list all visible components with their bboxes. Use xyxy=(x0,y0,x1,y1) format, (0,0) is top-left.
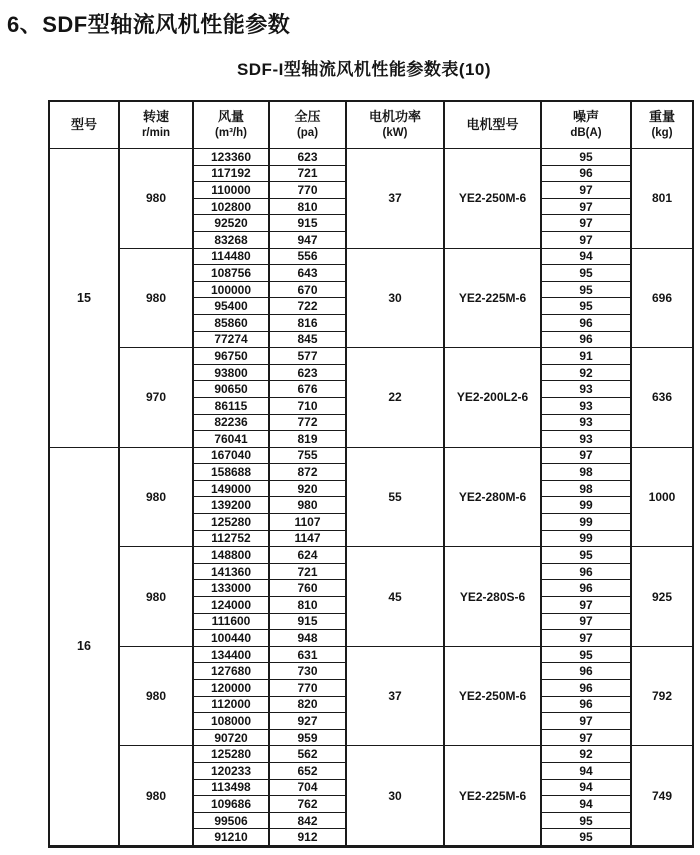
pressure-cell: 920 xyxy=(269,480,346,497)
header-cell xyxy=(346,101,444,149)
pressure-cell: 819 xyxy=(269,431,346,448)
power-cell: 22 xyxy=(346,348,444,448)
table-row xyxy=(49,547,693,564)
airflow-cell: 149000 xyxy=(193,480,269,497)
header-label: 转速 xyxy=(142,109,169,125)
speed-cell: 980 xyxy=(119,547,193,647)
pressure-cell: 980 xyxy=(269,497,346,514)
airflow-cell: 82236 xyxy=(193,414,269,431)
pressure-cell: 721 xyxy=(269,563,346,580)
noise-cell: 96 xyxy=(541,165,631,182)
power-cell: 30 xyxy=(346,248,444,348)
speed-cell: 980 xyxy=(119,447,193,547)
pressure-cell: 915 xyxy=(269,215,346,232)
noise-cell: 97 xyxy=(541,630,631,647)
noise-cell: 96 xyxy=(541,314,631,331)
airflow-cell: 93800 xyxy=(193,364,269,381)
header-cell xyxy=(631,101,693,149)
noise-cell: 97 xyxy=(541,613,631,630)
noise-cell: 96 xyxy=(541,663,631,680)
table-row xyxy=(49,447,693,464)
airflow-cell: 158688 xyxy=(193,464,269,481)
noise-cell: 95 xyxy=(541,812,631,829)
noise-cell: 93 xyxy=(541,397,631,414)
motor-model-cell: YE2-280S-6 xyxy=(444,547,541,647)
pressure-cell: 959 xyxy=(269,729,346,746)
airflow-cell: 91210 xyxy=(193,829,269,847)
airflow-cell: 111600 xyxy=(193,613,269,630)
airflow-cell: 114480 xyxy=(193,248,269,265)
noise-cell: 95 xyxy=(541,547,631,564)
noise-cell: 96 xyxy=(541,331,631,348)
weight-cell: 636 xyxy=(631,348,693,448)
noise-cell: 95 xyxy=(541,149,631,166)
airflow-cell: 120000 xyxy=(193,680,269,697)
pressure-cell: 948 xyxy=(269,630,346,647)
airflow-cell: 90650 xyxy=(193,381,269,398)
header-cell xyxy=(269,101,346,149)
airflow-cell: 109686 xyxy=(193,796,269,813)
noise-cell: 91 xyxy=(541,348,631,365)
pressure-cell: 643 xyxy=(269,265,346,282)
pressure-cell: 845 xyxy=(269,331,346,348)
noise-cell: 94 xyxy=(541,762,631,779)
pressure-cell: 947 xyxy=(269,231,346,248)
header-cell xyxy=(119,101,193,149)
weight-cell: 1000 xyxy=(631,447,693,547)
airflow-cell: 85860 xyxy=(193,314,269,331)
airflow-cell: 86115 xyxy=(193,397,269,414)
noise-cell: 92 xyxy=(541,364,631,381)
weight-cell: 696 xyxy=(631,248,693,348)
airflow-cell: 125280 xyxy=(193,746,269,763)
airflow-cell: 100000 xyxy=(193,281,269,298)
performance-table xyxy=(48,100,694,848)
noise-cell: 94 xyxy=(541,779,631,796)
table-row xyxy=(49,248,693,265)
noise-cell: 97 xyxy=(541,713,631,730)
noise-cell: 96 xyxy=(541,580,631,597)
noise-cell: 98 xyxy=(541,480,631,497)
noise-cell: 93 xyxy=(541,381,631,398)
pressure-cell: 676 xyxy=(269,381,346,398)
header-cell xyxy=(541,101,631,149)
power-cell: 30 xyxy=(346,746,444,847)
airflow-cell: 102800 xyxy=(193,198,269,215)
motor-model-cell: YE2-225M-6 xyxy=(444,746,541,847)
pressure-cell: 810 xyxy=(269,198,346,215)
noise-cell: 92 xyxy=(541,746,631,763)
header-row xyxy=(49,101,693,149)
airflow-cell: 92520 xyxy=(193,215,269,232)
noise-cell: 97 xyxy=(541,597,631,614)
pressure-cell: 842 xyxy=(269,812,346,829)
table-row xyxy=(49,646,693,663)
header-label: 重量 xyxy=(648,109,675,125)
header-unit: r/min xyxy=(141,127,171,140)
pressure-cell: 722 xyxy=(269,298,346,315)
noise-cell: 94 xyxy=(541,248,631,265)
power-cell: 37 xyxy=(346,149,444,249)
page-title: 6、SDF型轴流风机性能参数 xyxy=(7,12,291,37)
pressure-cell: 631 xyxy=(269,646,346,663)
noise-cell: 97 xyxy=(541,198,631,215)
airflow-cell: 100440 xyxy=(193,630,269,647)
power-cell: 37 xyxy=(346,646,444,746)
pressure-cell: 710 xyxy=(269,397,346,414)
airflow-cell: 124000 xyxy=(193,597,269,614)
table-body xyxy=(49,149,693,847)
weight-cell: 801 xyxy=(631,149,693,249)
pressure-cell: 772 xyxy=(269,414,346,431)
pressure-cell: 623 xyxy=(269,364,346,381)
header-cell xyxy=(193,101,269,149)
pressure-cell: 623 xyxy=(269,149,346,166)
airflow-cell: 148800 xyxy=(193,547,269,564)
noise-cell: 99 xyxy=(541,497,631,514)
noise-cell: 97 xyxy=(541,729,631,746)
header-cell xyxy=(444,101,541,149)
pressure-cell: 1107 xyxy=(269,514,346,531)
airflow-cell: 167040 xyxy=(193,447,269,464)
airflow-cell: 125280 xyxy=(193,514,269,531)
speed-cell: 970 xyxy=(119,348,193,448)
noise-cell: 98 xyxy=(541,464,631,481)
airflow-cell: 95400 xyxy=(193,298,269,315)
pressure-cell: 816 xyxy=(269,314,346,331)
airflow-cell: 127680 xyxy=(193,663,269,680)
header-label: 电机功率 xyxy=(368,109,421,125)
noise-cell: 96 xyxy=(541,563,631,580)
pressure-cell: 755 xyxy=(269,447,346,464)
pressure-cell: 872 xyxy=(269,464,346,481)
airflow-cell: 120233 xyxy=(193,762,269,779)
airflow-cell: 110000 xyxy=(193,182,269,199)
noise-cell: 97 xyxy=(541,231,631,248)
header-unit: (pa) xyxy=(296,127,319,140)
table-header xyxy=(49,101,693,149)
pressure-cell: 556 xyxy=(269,248,346,265)
airflow-cell: 99506 xyxy=(193,812,269,829)
table-row xyxy=(49,149,693,166)
airflow-cell: 117192 xyxy=(193,165,269,182)
header-unit: (kW) xyxy=(382,127,408,140)
speed-cell: 980 xyxy=(119,149,193,249)
pressure-cell: 652 xyxy=(269,762,346,779)
speed-cell: 980 xyxy=(119,248,193,348)
noise-cell: 94 xyxy=(541,796,631,813)
weight-cell: 792 xyxy=(631,646,693,746)
header-label: 全压 xyxy=(294,109,321,125)
noise-cell: 93 xyxy=(541,431,631,448)
noise-cell: 97 xyxy=(541,447,631,464)
pressure-cell: 912 xyxy=(269,829,346,847)
airflow-cell: 123360 xyxy=(193,149,269,166)
noise-cell: 95 xyxy=(541,829,631,847)
airflow-cell: 112000 xyxy=(193,696,269,713)
model-cell: 15 xyxy=(49,149,119,448)
noise-cell: 95 xyxy=(541,298,631,315)
pressure-cell: 624 xyxy=(269,547,346,564)
pressure-cell: 770 xyxy=(269,182,346,199)
noise-cell: 95 xyxy=(541,265,631,282)
noise-cell: 96 xyxy=(541,696,631,713)
header-cell xyxy=(49,101,119,149)
noise-cell: 93 xyxy=(541,414,631,431)
pressure-cell: 704 xyxy=(269,779,346,796)
airflow-cell: 77274 xyxy=(193,331,269,348)
header-unit: (kg) xyxy=(651,127,673,140)
speed-cell: 980 xyxy=(119,646,193,746)
motor-model-cell: YE2-250M-6 xyxy=(444,646,541,746)
pressure-cell: 721 xyxy=(269,165,346,182)
table-row xyxy=(49,746,693,763)
power-cell: 45 xyxy=(346,547,444,647)
pressure-cell: 770 xyxy=(269,680,346,697)
airflow-cell: 141360 xyxy=(193,563,269,580)
airflow-cell: 76041 xyxy=(193,431,269,448)
pressure-cell: 670 xyxy=(269,281,346,298)
pressure-cell: 1147 xyxy=(269,530,346,547)
header-label: 风量 xyxy=(217,109,244,125)
motor-model-cell: YE2-250M-6 xyxy=(444,149,541,249)
header-unit: dB(A) xyxy=(570,127,602,140)
airflow-cell: 113498 xyxy=(193,779,269,796)
airflow-cell: 134400 xyxy=(193,646,269,663)
airflow-cell: 108000 xyxy=(193,713,269,730)
weight-cell: 749 xyxy=(631,746,693,847)
noise-cell: 99 xyxy=(541,530,631,547)
pressure-cell: 760 xyxy=(269,580,346,597)
model-cell: 16 xyxy=(49,447,119,846)
noise-cell: 95 xyxy=(541,281,631,298)
airflow-cell: 96750 xyxy=(193,348,269,365)
header-label: 噪声 xyxy=(572,109,599,125)
airflow-cell: 83268 xyxy=(193,231,269,248)
noise-cell: 96 xyxy=(541,680,631,697)
motor-model-cell: YE2-225M-6 xyxy=(444,248,541,348)
noise-cell: 99 xyxy=(541,514,631,531)
pressure-cell: 810 xyxy=(269,597,346,614)
header-label: 型号 xyxy=(70,117,97,133)
pressure-cell: 820 xyxy=(269,696,346,713)
pressure-cell: 562 xyxy=(269,746,346,763)
motor-model-cell: YE2-200L2-6 xyxy=(444,348,541,448)
pressure-cell: 927 xyxy=(269,713,346,730)
airflow-cell: 139200 xyxy=(193,497,269,514)
pressure-cell: 730 xyxy=(269,663,346,680)
speed-cell: 980 xyxy=(119,746,193,847)
pressure-cell: 577 xyxy=(269,348,346,365)
pressure-cell: 915 xyxy=(269,613,346,630)
weight-cell: 925 xyxy=(631,547,693,647)
airflow-cell: 90720 xyxy=(193,729,269,746)
table-title: SDF-I型轴流风机性能参数表(10) xyxy=(236,60,492,79)
airflow-cell: 112752 xyxy=(193,530,269,547)
airflow-cell: 133000 xyxy=(193,580,269,597)
pressure-cell: 762 xyxy=(269,796,346,813)
header-unit: (m³/h) xyxy=(215,127,247,140)
noise-cell: 97 xyxy=(541,215,631,232)
noise-cell: 95 xyxy=(541,646,631,663)
noise-cell: 97 xyxy=(541,182,631,199)
power-cell: 55 xyxy=(346,447,444,547)
motor-model-cell: YE2-280M-6 xyxy=(444,447,541,547)
airflow-cell: 108756 xyxy=(193,265,269,282)
table-row xyxy=(49,348,693,365)
header-label: 电机型号 xyxy=(466,117,519,133)
